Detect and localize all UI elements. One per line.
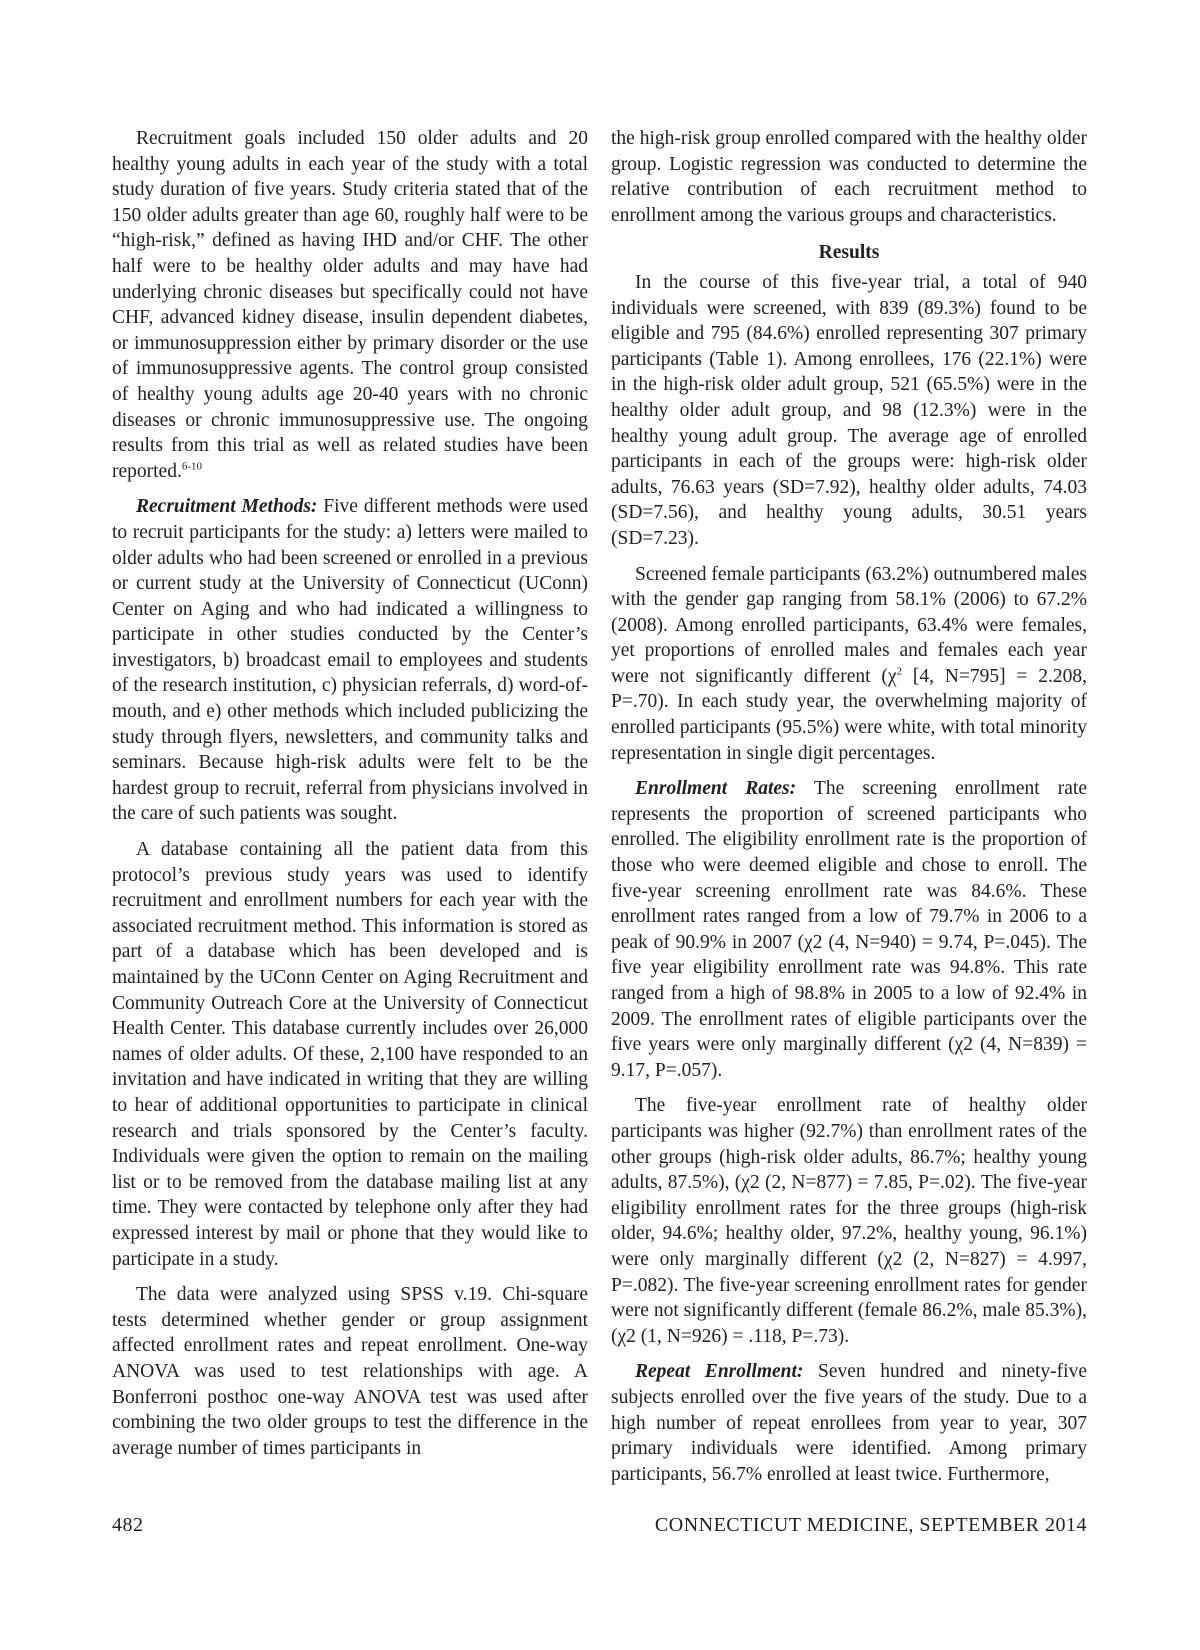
- paragraph-text: Recruitment goals included 150 older adults and 20 healthy young adults in each year of the study with a total study duration of five years. Study criteria stated that of the 150 older adults greater than age 60, roughly half were to be “high-risk,” defined as having IHD and/or CHF. The other half were to be healthy older adults and may have had underlying chronic diseases but specifically could not have CHF, advanced kidney disease, insulin dependent diabetes, or immunosuppression either by primary disorder or the use of immunosuppressive agents. The control group consisted of healthy young adults age 20-40 years with no chronic diseases or chronic immunosuppressive use. The ongoing results from this trial as well as related studies have been reported.: [112, 128, 588, 482]
- page-number: 482: [112, 1514, 144, 1536]
- paragraph: The data were analyzed using SPSS v.19. Chi-square tests determined whether gender or group assignment affected enrollment rates and repeat enrollment. One-way ANOVA was used to test relationships with age. A Bonferroni posthoc one-way ANOVA test was used after combining the two older groups to test the difference in the average number of times participants in: [112, 1284, 588, 1459]
- paragraph-text: Screened female participants (63.2%) outnumbered males with the gender gap ranging from 58.1% (2006) to 67.2% (2008). Among enrolled participants, 63.4% were females, yet proportions of enrolled males and females each year were not significantly different (χ: [611, 563, 1087, 687]
- paragraph-text: Five different methods were used to recruit participants for the study: a) letters were mailed to older adults who had been screened or enrolled in a previous or current study at the University of Connecticut (UConn) Center on Aging and who had indicated a willingness to participate in other studies conducted by the Center’s investigators, b) broadcast email to employees and students of the research institution, c) physician referrals, d) word-of-mouth, and e) other methods which included publicizing the study through flyers, newsletters, and community talks and seminars. Because high-risk adults were felt to be the hardest group to recruit, referral from physicians involved in the care of such patients was sought.: [112, 496, 588, 825]
- left-column: [112, 126, 588, 1471]
- paragraph-repeat-enrollment: [611, 1359, 1087, 1487]
- paragraph: [112, 126, 588, 484]
- paragraph-enrollment-rates: [611, 776, 1087, 1083]
- paragraph: [611, 562, 1087, 767]
- paragraph: The five-year enrollment rate of healthy older participants was higher (92.7%) than enrollment rates of the other groups (high-risk older adults, 86.7%; healthy young adults, 87.5%), (χ2 (2, N=877) = 7.85, P=.02). The five-year eligibility enrollment rates for the three groups (high-risk older, 94.6%; healthy older, 97.2%, healthy young, 96.1%) were only marginally different (χ2 (2, N=827) = 4.997, P=.082). The five-year screening enrollment rates for gender were not significantly different (female 86.2%, male 85.3%), (χ2 (1, N=926) = .118, P=.73).: [611, 1095, 1087, 1347]
- paragraph-text: [4, N=795] = 2.208, P=.70). In each study year, the overwhelming majority of enrolled participants (95.5%) were white, with total minority representation in single digit percentages.: [611, 665, 1087, 764]
- reference-superscript: 6-10: [181, 460, 203, 473]
- superscript: 2: [896, 665, 902, 678]
- right-column: [611, 126, 1087, 1497]
- paragraph-recruitment-methods: [112, 494, 588, 827]
- section-heading-results: Results: [818, 242, 880, 264]
- run-in-heading: Recruitment Methods:: [136, 496, 318, 518]
- paragraph: In the course of this five-year trial, a total of 940 individuals were screened, with 839 (89.3%) found to be eligible and 795 (84.6%) enrolled representing 307 primary participants (Table 1). Among enrollees, 176 (22.1%) were in the high-risk older adult group, 521 (65.5%) were in the healthy older adult group, and 98 (12.3%) were in the healthy young adult group. The average age of enrolled participants in each of the groups were: high-risk older adults, 76.63 years (SD=7.92), healthy older adults, 74.03 (SD=7.56), and healthy young adults, 30.51 years (SD=7.23).: [611, 271, 1087, 549]
- run-in-heading: Enrollment Rates:: [635, 778, 797, 800]
- paragraph: A database containing all the patient data from this protocol’s previous study years was used to identify recruitment and enrollment numbers for each year with the associated recruitment method. This information is stored as part of a database which has been developed and is maintained by the UConn Center on Aging Recruitment and Community Outreach Core at the University of Connecticut Health Center. This database currently includes over 26,000 names of older adults. Of these, 2,100 have responded to an invitation and have indicated in writing that they are willing to hear of additional opportunities to participate in clinical research and trials sponsored by the Center’s faculty. Individuals were given the option to remain on the mailing list or to be removed from the database mailing list at any time. They were contacted by telephone only after they had expressed interest by mail or phone that they would like to participate in a study.: [112, 839, 588, 1270]
- paragraph-text: Seven hundred and ninety-five subjects enrolled over the five years of the study. Due to a high number of repeat enrollees from year to year, 307 primary individuals were identified. Among primary participants, 56.7% enrolled at least twice. Furthermore,: [611, 1361, 1087, 1485]
- paragraph-text: The screening enrollment rate represents the proportion of screened participants who enrolled. The eligibility enrollment rate is the proportion of those who were deemed eligible and chose to enroll. The five-year screening enrollment rate was 84.6%. These enrollment rates ranged from a low of 79.7% in 2006 to a peak of 90.9% in 2007 (χ2 (4, N=940) = 9.74, P=.045). The five year eligibility enrollment rate was 94.8%. This rate ranged from a high of 98.8% in 2005 to a low of 92.4% in 2009. The enrollment rates of eligible participants over the five years were only marginally different (χ2 (4, N=839) = 9.17, P=.057).: [611, 778, 1087, 1081]
- run-in-heading: Repeat Enrollment:: [635, 1361, 804, 1383]
- paragraph-continued: the high-risk group enrolled compared with the healthy older group. Logistic regression was conducted to determine the relative contribution of each recruitment method to enrollment among the various groups and characteristics.: [611, 128, 1087, 226]
- journal-running-footer: CONNECTICUT MEDICINE, SEPTEMBER 2014: [654, 1514, 1087, 1536]
